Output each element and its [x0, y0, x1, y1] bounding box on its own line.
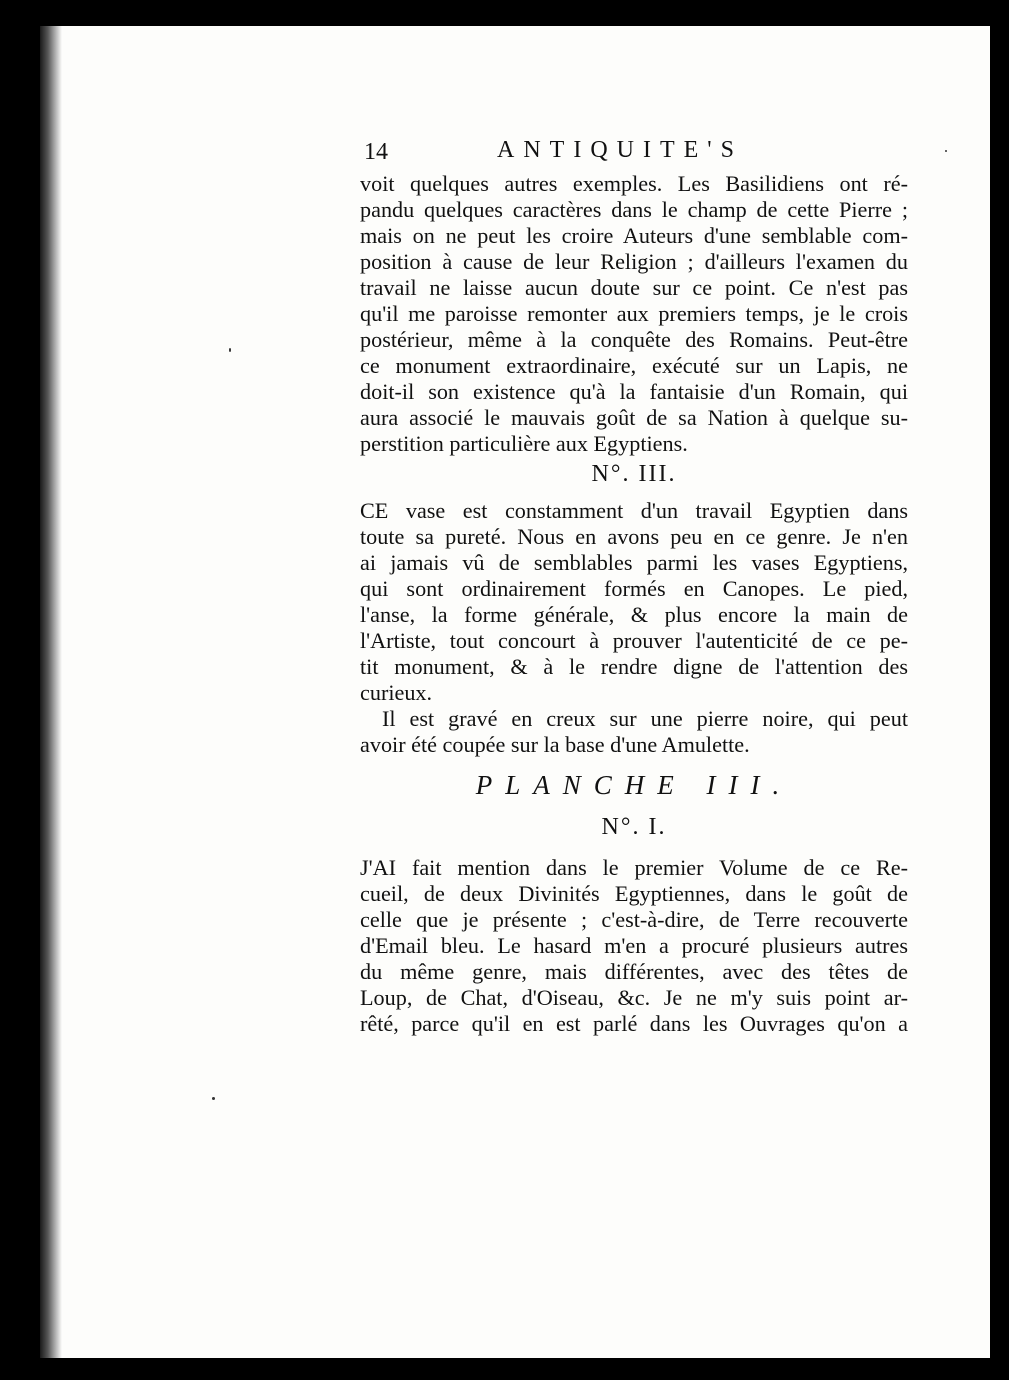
scan-speck [229, 348, 231, 352]
text-line: voit quelques autres exemples. Les Basilidiens ont ré- [360, 171, 908, 196]
text-line: postérieur, même à la conquête des Romains. Peut-être [360, 327, 908, 352]
text-line: curieux. [360, 680, 433, 705]
text-line: toute sa pureté. Nous en avons peu en ce genre. Je n'en [360, 524, 908, 549]
text-line: cueil, de deux Divinités Egyptiennes, dans le goût de [360, 881, 908, 906]
section-heading-no3: N°. III. [591, 461, 677, 487]
text-line: l'anse, la forme générale, & plus encore la main de [360, 602, 908, 627]
text-line: aura associé le mauvais goût de sa Nation à quelque su- [360, 405, 908, 430]
page-number: 14 [364, 139, 388, 165]
page-header [360, 133, 908, 167]
scan-border [0, 0, 40, 1380]
scan-speck [212, 1097, 215, 1100]
text-line: perstition particulière aux Egyptiens. [360, 431, 688, 456]
plate-heading: PLANCHE III. [475, 770, 793, 800]
text-line: Il est gravé en creux sur une pierre noire, qui peut [382, 706, 908, 731]
text-line: rêté, parce qu'il en est parlé dans les Ouvrages qu'on a [360, 1011, 908, 1036]
text-line: ai jamais vû de semblables parmi les vases Egyptiens, [360, 550, 908, 575]
text-line: travail ne laisse aucun doute sur ce point. Ce n'est pas [360, 275, 908, 300]
binding-shadow [40, 26, 62, 1358]
text-line: mais on ne peut les croire Auteurs d'une semblable com- [360, 223, 908, 248]
section-heading-no1: N°. I. [601, 814, 667, 840]
text-line: avoir été coupée sur la base d'une Amulette. [360, 732, 750, 757]
text-line: doit-il son existence qu'à la fantaisie d'un Romain, qui [360, 379, 908, 404]
running-head: ANTIQUITE'S [497, 137, 743, 163]
text-line: pandu quelques caractères dans le champ de cette Pierre ; [360, 197, 908, 222]
scan-speck [945, 150, 947, 152]
text-line: d'Email bleu. Le hasard m'en a procuré plusieurs autres [360, 933, 908, 958]
text-line: Loup, de Chat, d'Oiseau, &c. Je ne m'y suis point ar- [360, 985, 908, 1010]
text-line: qui sont ordinairement formés en Canopes. Le pied, [360, 576, 908, 601]
text-line: ce monument extraordinaire, exécuté sur un Lapis, ne [360, 353, 908, 378]
text-line: tit monument, & à le rendre digne de l'attention des [360, 654, 908, 679]
text-line: celle que je présente ; c'est-à-dire, de Terre recouverte [360, 907, 908, 932]
text-line: l'Artiste, tout concourt à prouver l'autenticité de ce pe- [360, 628, 908, 653]
text-line: du même genre, mais différentes, avec des têtes de [360, 959, 908, 984]
text-line: CE vase est constamment d'un travail Egyptien dans [360, 498, 908, 523]
text-line: qu'il me paroisse remonter aux premiers temps, je le crois [360, 301, 908, 326]
text-line: J'AI fait mention dans le premier Volume de ce Re- [360, 855, 908, 880]
text-line: position à cause de leur Religion ; d'ailleurs l'examen du [360, 249, 908, 274]
